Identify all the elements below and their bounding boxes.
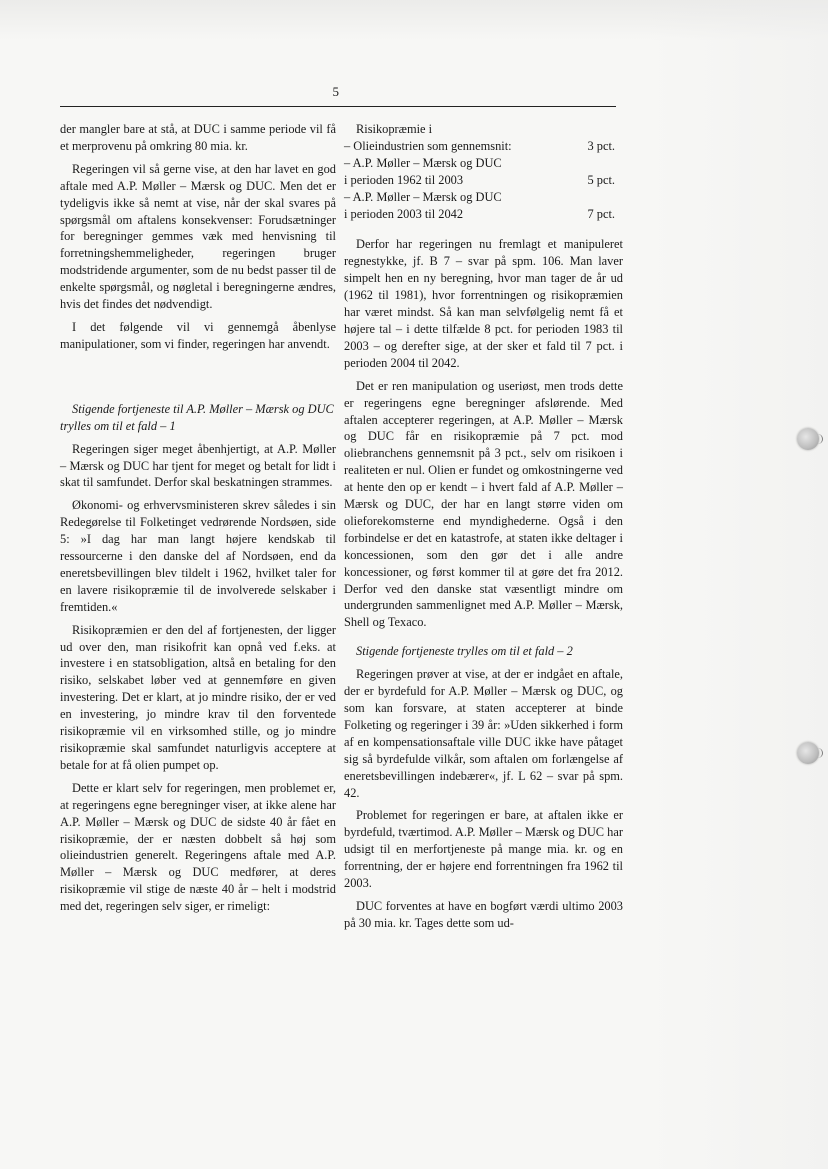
paragraph: Det er ren manipulation og useriøst, men trods dette er regeringens egne beregninger afslørende. Med aftalen accepterer regeringen, at A.P. Møller – Mærsk og DUC får en risikopræmie på 7 pct. mod oliebranchens gennemsnit på 3 pct., selv om risikoen i realiteten er nul. Olien er fundet og omkostningerne ved at hente den op er kendt – i hvert fald af A.P. Møller – Mærsk og DUC, der har en langt større viden om olieforekomsterne end myndighederne. Også i den forbindelse er det en katastrofe, at staten ikke deltager i koncessionen, som den gør det i alle andre koncessioner, og først kommer til at gøre det fra 2012. Derfor ved den danske stat væsentligt mindre om undergrunden sammenlignet med A.P. Møller – Mærsk, Shell og Texaco. [344, 378, 623, 630]
paragraph: Derfor har regeringen nu fremlagt et manipuleret regnestykke, jf. B 7 – svar på spm. 106. Man laver simpelt hen en ny beregning, hvor man tager de år ud (1962 til 1981), hvor forrentningen og risikopræmien har været mindst. Så kan man selvfølgelig nemt få et højere tal – i dette tilfælde 8 pct. for perioden 1983 til 2003 – og derefter sige, at der sker et fald til 7 pct. i perioden 2004 til 2042. [344, 237, 623, 370]
risk-value: 7 pct. [587, 206, 615, 221]
paragraph: Risikopræmien er den del af fortjenesten, der ligger ud over den, man risikofrit kan opnå ved f.eks. at investere i en statsobligation, altså en betaling for den risiko, selskabet løber ved at gennemføre en given investering. Det er klart, at jo mindre risiko, der er ved en investering, jo mindre krav til den forventede risikopræmie vil en virksomhed stille, og jo mindre risikopræmie skal samfundet naturligvis acceptere at betale for at få olien pumpet op. [60, 622, 336, 772]
header-rule [60, 106, 616, 107]
paragraph: der mangler bare at stå, at DUC i samme periode vil få et merprovenu på omkring 80 mia. kr. [60, 122, 336, 153]
paragraph: DUC forventes at have en bogført værdi ultimo 2003 på 30 mia. kr. Tages dette som ud- [344, 898, 623, 930]
right-column [344, 121, 623, 932]
risk-value: 3 pct. [587, 138, 615, 153]
scan-right-shade [648, 0, 828, 1169]
risk-value: 5 pct. [587, 172, 615, 187]
paragraph: Økonomi- og erhvervsministeren skrev således i sin Redegørelse til Folketinget vedrørende Nordsøen, side 5: »I dag har man langt højere kendskab til ressourcerne i den danske del af Nordsøen, end da eneretsbevillingen blev tildelt i 1962, hvilket taler for en lavere risikopræmie til de involverede selskaber i fremtiden.« [60, 498, 336, 614]
paragraph: I det følgende vil vi gennemgå åbenlyse manipulationer, som vi finder, regeringen har anvendt. [60, 319, 336, 351]
section-heading-2: Stigende fortjeneste trylles om til et fald – 2 [356, 644, 573, 659]
paragraph: Problemet for regeringen er bare, at aftalen ikke er byrdefuld, tværtimod. A.P. Møller – Mærsk og DUC har udsigt til en merfortjeneste på mange mia. kr. og en forrentning, der er højere end forrentningen fra 1962 til 2003. [344, 808, 623, 891]
left-column [60, 121, 336, 915]
paragraph: Regeringen prøver at vise, at der er indgået en aftale, der er byrdefuld for A.P. Møller – Mærsk og DUC, og som kan forsvare, at staten accepterer at binde Folketing og regeringer i 39 år: »Uden sikkerhed i form af en kompensationsaftale ville DUC ikke have påtaget sig så byrdefulde vilkår, som aftalen om forlængelse af eneretsbevillingen indebærer«, jf. L 62 – svar på spm. 42. [344, 667, 623, 800]
paragraph: Regeringen vil så gerne vise, at den har lavet en god aftale med A.P. Møller – Mærsk og DUC. Men det er tydeligvis ikke så nemt at vise, når der skal svares på spørgsmål om aftalens konsekvenser: Forudsætninger for beregninger gemmes væk med henvisning til forretningshemmeligheder, regeringen bruger modstridende argumenter, som de nu bedst passer til de enkelte spørgsmål, og nøgletal i beregningerne ændres, hvis det findes det nødvendigt. [60, 161, 336, 312]
risk-row [344, 138, 623, 155]
page-number: 5 [332, 84, 340, 99]
paragraph: Dette er klart selv for regeringen, men problemet er, at regeringens egne beregninger viser, at ikke alene har A.P. Møller – Mærsk og DUC de sidste 40 år fået en risikopræmie, der er næsten dobbelt så høj som olieindustrien generelt. Regeringens aftale med A.P. Møller – Mærsk og DUC medfører, at deres risikopræmie vil stige de næste 40 år – helt i modstrid med det, regeringen selv siger, er rimeligt: [60, 780, 336, 914]
risk-row [344, 155, 623, 189]
risk-list-title: Risikopræmie i [356, 122, 433, 136]
risk-row [344, 189, 623, 223]
section-heading-1: Stigende fortjeneste til A.P. Møller – Mærsk og DUC trylles om til et fald – 1 [60, 401, 334, 433]
risk-label: – A.P. Møller – Mærsk og DUC i perioden 1962 til 2003 [344, 155, 502, 187]
risk-label: – A.P. Møller – Mærsk og DUC i perioden 2003 til 2042 [344, 189, 502, 221]
paragraph: Regeringen siger meget åbenhjertigt, at A.P. Møller – Mærsk og DUC har tjent for meget og betalt for lidt i skat til samfundet. Derfor skal beskatningen strammes. [60, 441, 336, 490]
risk-label: – Olieindustrien som gennemsnit: [344, 138, 512, 153]
binder-hole-top [797, 428, 819, 450]
binder-hole-bottom [797, 742, 819, 764]
